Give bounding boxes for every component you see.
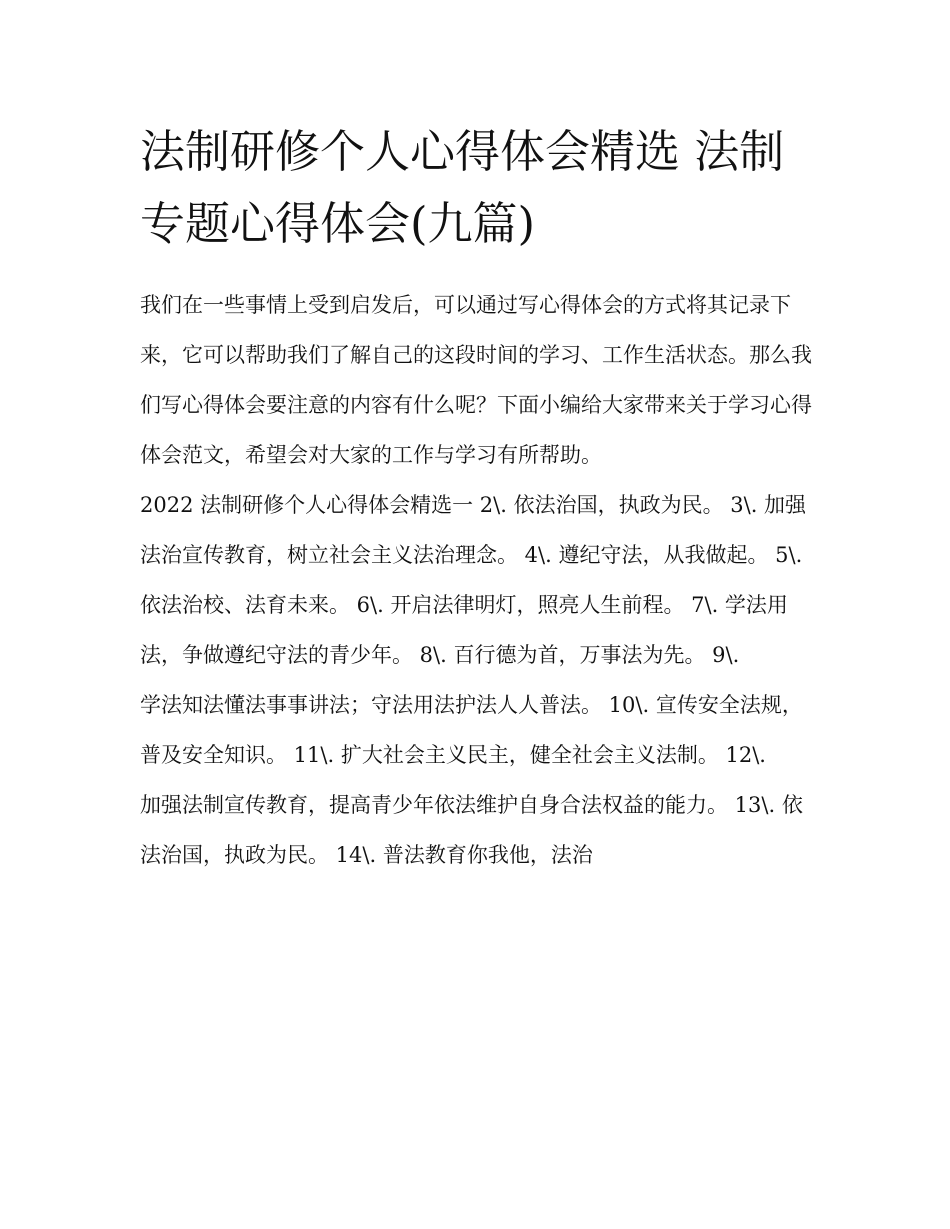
slogan-paragraph-3: 学法知法懂法事事讲法；守法用法护法人人普法。 10\. 宣传安全法规，普及安全知识。 11\. 扩大社会主义民主，健全社会主义法制。 12\. <box>140 693 803 767</box>
slogan-paragraph-4: 加强法制宣传教育，提高青少年依法维护自身合法权益的能力。 13\. 依法治国，执政为民。 14\. 普法教育你我他，法治 <box>140 793 803 867</box>
document-body <box>140 116 815 880</box>
slogan-paragraph-1: 2022 法制研修个人心得体会精选一 2\. 依法治国，执政为民。 3\. 加强法治宣传教育，树立社会主义法治理念。 4\. 遵纪守法，从我做起。 5\. <box>140 493 807 567</box>
document-title: 法制研修个人心得体会精选 法制专题心得体会(九篇) <box>140 125 785 250</box>
intro-paragraph: 我们在一些事情上受到启发后，可以通过写心得体会的方式将其记录下来，它可以帮助我们了解自己的这段时间的学习、工作生活状态。那么我们写心得体会要注意的内容有什么呢？下面小编给大家带来关于学习心得体会范文，希望会对大家的工作与学习有所帮助。 <box>140 293 812 467</box>
slogan-paragraph-2: 依法治校、法育未来。 6\. 开启法律明灯，照亮人生前程。 7\. 学法用法，争做遵纪守法的青少年。 8\. 百行德为首，万事法为先。 9\. <box>140 593 788 667</box>
